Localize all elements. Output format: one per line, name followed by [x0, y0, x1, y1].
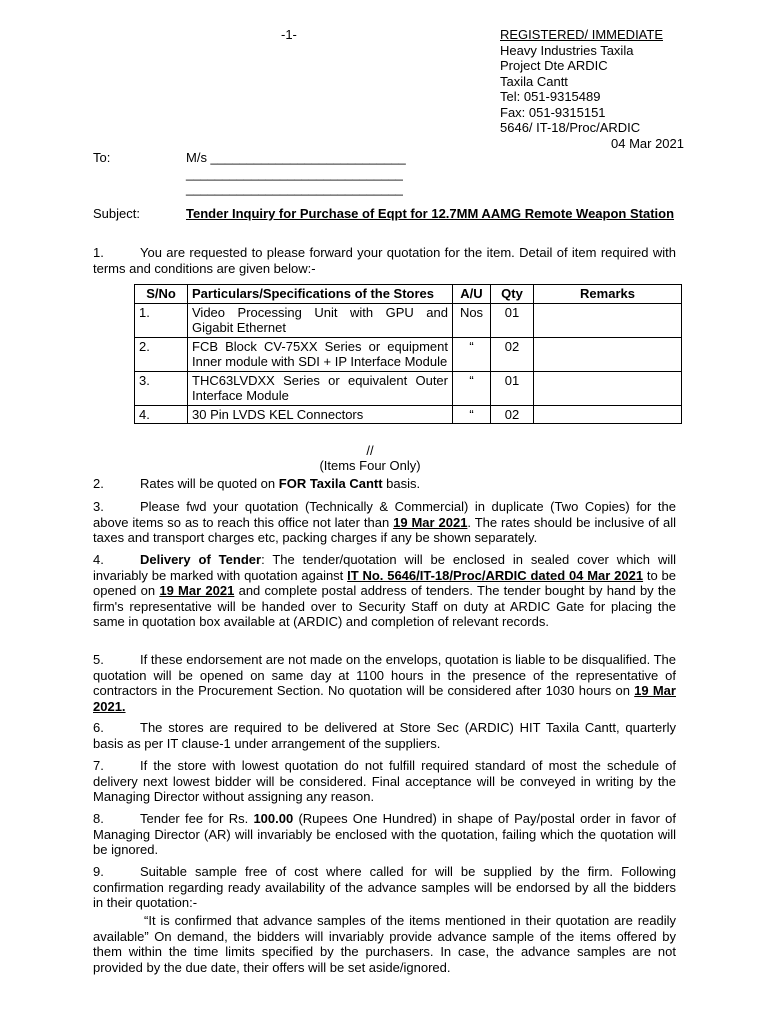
col-qty: Qty [491, 285, 534, 304]
col-remarks: Remarks [534, 285, 682, 304]
col-sno: S/No [135, 285, 188, 304]
table-header-row [135, 285, 682, 304]
paragraph-7: 7. If the store with lowest quotation do not fulfill required standard of most the schedule of delivery next lowest bidder will be considered. Final acceptance will be conveyed in writing by the Managing Director without assigning any reason. [93, 758, 676, 804]
confirmation-quote: “It is confirmed that advance samples of the items mentioned in their quotation are readily available” On demand, the bidders will invariably provide advance sample of the items offered by them within the time limits specified by the purchasers. In case, the advance samples are not provided by the due date, their offers will be set aside/ignored. [93, 913, 676, 975]
addressee-line: ______________________________ [186, 181, 403, 196]
org-name: Heavy Industries Taxila [500, 42, 634, 58]
items-table [134, 284, 682, 424]
page-number: -1- [281, 27, 297, 42]
table-row: 1. Video Processing Unit with GPU and Gigabit Ethernet Nos 01 [135, 303, 682, 337]
paragraph-1: 1. You are requested to please forward your quotation for the item. Detail of item required with terms and conditions are given below:- [93, 245, 676, 276]
ref-number: 5646/ IT-18/Proc/ARDIC [500, 120, 641, 135]
to-label: To: [93, 150, 111, 165]
paragraph-8: 8. Tender fee for Rs. 100.00 (Rupees One Hundred) in shape of Pay/postal order in favor of Managing Director (AR) will invariably be enclosed with the quotation, failing which the quotation will be ignored. [93, 811, 676, 857]
para-number: 1. [93, 245, 104, 260]
addressee-line: M/s ___________________________ [186, 150, 406, 165]
letter-date: 04 Mar 2021 [611, 135, 684, 151]
letter-header [500, 27, 684, 151]
subject-text: Tender Inquiry for Purchase of Eqpt for 12.7MM AAMG Remote Weapon Station [186, 206, 675, 221]
fax: Fax: 051-9315151 [500, 104, 606, 120]
addressee-line: ______________________________ [186, 165, 403, 181]
org-dept: Project Dte ARDIC [500, 58, 608, 73]
paragraph-6: 6. The stores are required to be delivered at Store Sec (ARDIC) HIT Taxila Cantt, quarterly basis as per IT clause-1 under arrangement of the suppliers. [93, 720, 676, 751]
registered-immediate: REGISTERED/ IMMEDIATE [500, 27, 663, 42]
addressee-block [186, 150, 406, 197]
paragraph-3: 3. Please fwd your quotation (Technically & Commercial) in duplicate (Two Copies) for the above items so as to reach this office not later than 19 Mar 2021. The rates should be inclusive of all taxes and transport charges etc, packing charges if any be shown separately. [93, 499, 676, 545]
table-end-mark: // [366, 443, 374, 458]
paragraph-9: 9. Suitable sample free of cost where called for will be supplied by the firm. Following confirmation regarding ready availability of the advance samples will be endorsed by all the bidders in their quotation:- [93, 864, 676, 910]
items-count: (Items Four Only) [319, 458, 421, 473]
col-au: A/U [453, 285, 491, 304]
paragraph-5: 5. If these endorsement are not made on the envelops, quotation is liable to be disqualified. The quotation will be opened on same day at 1100 hours in the presence of the representative of contractors in the Procurement Section. No quotation will be considered after 1030 hours on 19 Mar 2021. [93, 652, 677, 714]
paragraph-2: 2. Rates will be quoted on FOR Taxila Cantt basis. [93, 476, 421, 491]
org-city: Taxila Cantt [500, 73, 568, 89]
paragraph-4: 4. Delivery of Tender: The tender/quotation will be enclosed in sealed cover which will invariably be marked with quotation against IT No. 5646/IT-18/Proc/ARDIC dated 04 Mar 2021 to be opened on 19 Mar 2021 and complete postal address of tenders. The tender bought by hand by the firm's representative will be handed over to Security Staff on duty at ARDIC Gate for placing the same in quotation box available at (ARDIC) and completion of relevant records. [93, 552, 677, 629]
subject-label: Subject: [93, 206, 140, 221]
table-row: 4. 30 Pin LVDS KEL Connectors “ 02 [135, 405, 682, 424]
table-row: 3. THC63LVDXX Series or equivalent Outer Interface Module “ 01 [135, 371, 682, 405]
col-particulars: Particulars/Specifications of the Stores [188, 285, 453, 304]
tel: Tel: 051-9315489 [500, 89, 601, 104]
table-row: 2. FCB Block CV-75XX Series or equipment Inner module with SDI + IP Interface Module “ 02 [135, 337, 682, 371]
